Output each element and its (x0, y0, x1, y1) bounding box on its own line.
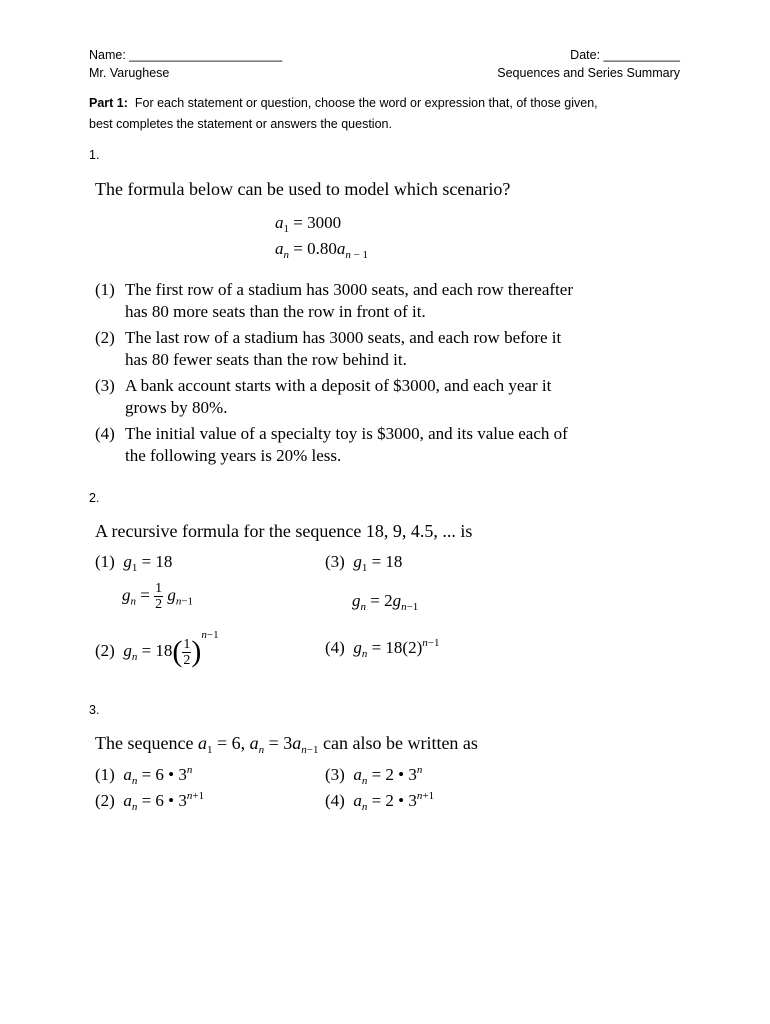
q2-option-1-rhs: = 18 (141, 552, 173, 571)
q3-stem-suffix: can also be written as (322, 733, 478, 753)
q1-option-3-line1: A bank account starts with a deposit of $3000, and each year it (125, 376, 552, 395)
q1-option-4-line2: the following years is 20% less. (125, 446, 342, 465)
part1-instructions (89, 96, 598, 110)
q1-option-3-line2: grows by 80%. (125, 398, 228, 417)
teacher-name: Mr. Varughese (89, 66, 170, 80)
q1-option-3[interactable] (95, 375, 615, 419)
question-2-number: 2. (89, 491, 100, 505)
q2-option-3-line1[interactable]: (3) $g_1 = 18$ (325, 552, 403, 574)
question-2-stem: A recursive formula for the sequence 18, 9, 4.5, ... is (95, 521, 473, 541)
q2-option-3-rhs: = 2 (370, 591, 393, 610)
q1-option-4[interactable] (95, 423, 615, 467)
q3-option-1-number: (1) (95, 765, 115, 784)
q2-option-2-number: (2) (95, 641, 115, 660)
q2-frac-num: 1 (155, 581, 163, 596)
q1-option-1-line1: The first row of a stadium has 3000 seats, and each row thereafter (125, 280, 573, 299)
name-field-label: Name: ______________________ (89, 48, 283, 62)
q3-stem-prefix: The sequence (95, 733, 194, 753)
q2-option-1-number: (1) (95, 552, 115, 571)
q1-formula-an: $a_n = 0.80a_{n - 1}$ (275, 239, 369, 261)
q1-formula-a1: $a_1 = 3000$ (275, 213, 342, 235)
q1-option-1-number: (1) (95, 280, 115, 299)
q1-option-2-line1: The last row of a stadium has 3000 seats, and each row before it (125, 328, 562, 347)
q2-option-3-rhs1: = 18 (371, 552, 403, 571)
q1-formula1-rhs: = 3000 (293, 213, 342, 232)
q1-option-2[interactable] (95, 327, 615, 371)
q3-stem-mid1: = 6, (216, 733, 246, 753)
instructions-line2: best completes the statement or answers the question. (89, 117, 392, 131)
q2-opt2-frac-den: 2 (183, 652, 191, 668)
q1-option-1-line2: has 80 more seats than the row in front of it. (125, 302, 426, 321)
q2-option-2-coef: = 18 (141, 641, 173, 660)
date-field-label: Date: ___________ (570, 48, 680, 62)
q3-option-3-rhs: = 2 • 3 (371, 765, 417, 784)
q3-option-4[interactable]: (4) $a_n = 2$ • $3^{n+1}$ (325, 790, 435, 813)
q2-option-3-line2: $g_n = 2g_{n-1}$ (352, 591, 419, 613)
q2-option-1-line2: $g_n$ = $\frac{1}{2}$ $g_{n-1}$ (122, 581, 194, 612)
part1-label: Part 1: (89, 96, 128, 110)
q2-option-3-number: (3) (325, 552, 345, 571)
q2-frac-den: 2 (155, 597, 163, 612)
q3-option-4-number: (4) (325, 791, 345, 810)
q3-option-3[interactable]: (3) $a_n = 2$ • 3$^n$ (325, 764, 423, 787)
question-3-stem: The sequence $a_1 = 6$, $a_n = 3a_{n-1}$ can also be written as (95, 733, 478, 756)
q3-option-3-number: (3) (325, 765, 345, 784)
q1-option-2-number: (2) (95, 328, 115, 347)
q2-opt2-frac-num: 1 (183, 636, 191, 652)
q3-stem-mid2: = 3 (268, 733, 293, 753)
q2-option-4-rhs: = 18(2) (371, 638, 423, 657)
q2-fraction (154, 581, 163, 612)
q1-formula2-rhs: = 0.80 (293, 239, 337, 258)
question-1-number: 1. (89, 148, 100, 162)
document-title: Sequences and Series Summary (497, 66, 680, 80)
question-1-stem: The formula below can be used to model which scenario? (95, 179, 511, 199)
q2-option-1-line1[interactable]: (1) $g_1 = 18$ (95, 552, 173, 574)
q2-option-4[interactable]: (4) $g_n = 18(2)^{n-1}$ (325, 637, 440, 660)
question-3-number: 3. (89, 703, 100, 717)
q3-option-4-rhs: = 2 • 3 (371, 791, 417, 810)
q1-option-2-line2: has 80 fewer seats than the row behind it. (125, 350, 407, 369)
instructions-line1: For each statement or question, choose the word or expression that, of those given, (134, 96, 598, 110)
q3-option-2[interactable]: (2) $a_n = 6$ • $3^{n+1}$ (95, 790, 205, 813)
q3-option-2-rhs: = 6 • 3 (141, 791, 187, 810)
q3-option-1[interactable]: (1) $a_n = 6$ • 3$^n$ (95, 764, 193, 787)
q1-option-4-number: (4) (95, 424, 115, 443)
q1-option-3-number: (3) (95, 376, 115, 395)
q3-option-2-number: (2) (95, 791, 115, 810)
q1-option-1[interactable] (95, 279, 615, 323)
q1-option-4-line1: The initial value of a specialty toy is $3000, and its value each of (125, 424, 568, 443)
q2-option-2[interactable]: (2) $g_n = 18$( $\frac{1}{2}$ )$^{n-1}$ (95, 629, 219, 669)
q3-option-1-rhs: = 6 • 3 (141, 765, 187, 784)
q2-option-4-number: (4) (325, 638, 345, 657)
